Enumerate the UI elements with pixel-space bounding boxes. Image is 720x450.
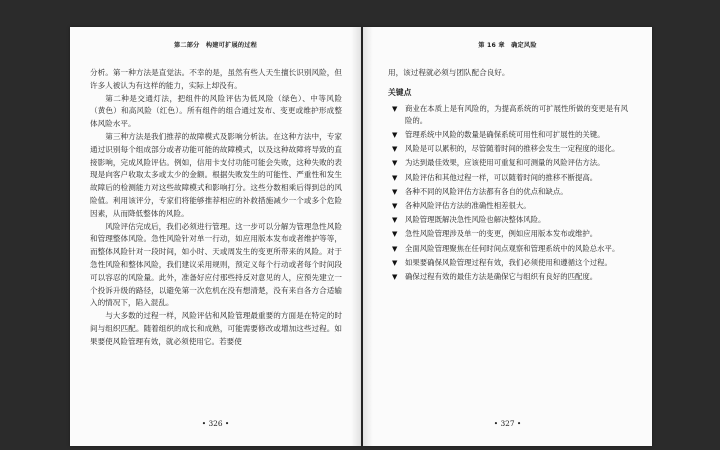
- key-point-text: 各种风险评估方法的准确性相差很大。: [405, 201, 531, 211]
- list-item: [388, 257, 628, 269]
- triangle-bullet-icon: ▼: [392, 145, 398, 154]
- left-running-head: 第二部分 构建可扩展的过程: [173, 42, 258, 49]
- triangle-bullet-icon: ▼: [392, 230, 398, 239]
- key-point-text: 商业在本质上是有风险的，为提高系统的可扩展性所做的变更是有风险的。: [405, 103, 628, 125]
- key-point-text: 管理系统中风险的数量是确保系统可用性和可扩展性的关键。: [405, 130, 605, 139]
- key-point-text: 为达到最佳效果，应该使用可重复和可测量的风险评估方法。: [405, 158, 605, 168]
- key-point-text: 各种不同的风险评估方法都有各自的优点和缺点。: [405, 186, 568, 196]
- list-item: [388, 186, 628, 198]
- list-item: [388, 271, 628, 283]
- key-point-text: 风险管理既解决急性风险也解决整体风险。: [405, 215, 546, 225]
- left-page-number: • 326 •: [201, 419, 230, 428]
- list-item: [388, 243, 628, 255]
- triangle-bullet-icon: ▼: [392, 216, 398, 225]
- key-point-text: 风险是可以累积的，尽管随着时间的推移会发生一定程度的退化。: [405, 144, 620, 154]
- right-page: [363, 27, 652, 446]
- list-item: [388, 228, 628, 240]
- key-points-heading: 关键点: [388, 87, 412, 97]
- key-point-text: 风险评估和其他过程一样，可以随着时间的推移不断提高。: [405, 172, 598, 182]
- list-item: [388, 214, 628, 226]
- key-point-text: 全面风险管理聚焦在任何时间点观察和管理系统中的风险总水平。: [405, 243, 620, 253]
- list-item: [388, 129, 628, 141]
- left-body-text: [90, 67, 342, 349]
- right-page-number: • 327 •: [493, 419, 522, 428]
- right-running-head: 第 16 章 确定风险: [478, 42, 537, 49]
- key-point-text: 急性风险管理涉及单一的变更，例如应用版本发布或维护。: [405, 229, 598, 239]
- left-page: [70, 27, 361, 446]
- triangle-bullet-icon: ▼: [392, 258, 398, 267]
- triangle-bullet-icon: ▼: [392, 159, 398, 168]
- key-point-text: 如果要确保风险管理过程有效，我们必须使用和遵循这个过程。: [405, 257, 612, 267]
- triangle-bullet-icon: ▼: [392, 273, 398, 282]
- paragraph: 第二种是交通灯法，把组件的风险评估为低风险（绿色）、中等风险（黄色）和高风险（红色）。所有组件的组合通过发布、变更或维护形成整体风险水平。: [90, 93, 342, 129]
- triangle-bullet-icon: ▼: [392, 244, 398, 253]
- paragraph: 分析。第一种方法是直觉法。不幸的是，虽然有些人天生擅长识别风险，但许多人被认为有这样的能力，实际上却没有。: [90, 68, 342, 90]
- gutter-shadow: [363, 27, 373, 446]
- list-item: [388, 157, 628, 169]
- paragraph: 与大多数的过程一样，风险评估和风险管理最重要的方面是在特定的时间与组织匹配。随着组织的成长和成熟，可能需要修改或增加这些过程。如果要使风险管理有效，就必须使用它。若要使: [90, 311, 342, 346]
- triangle-bullet-icon: ▼: [392, 173, 398, 182]
- key-points-list: [388, 103, 628, 284]
- paragraph: 用，该过程就必须与团队配合良好。: [388, 68, 510, 77]
- list-item: [388, 172, 628, 184]
- right-body-text: [388, 67, 628, 285]
- list-item: [388, 200, 628, 212]
- triangle-bullet-icon: ▼: [392, 202, 398, 211]
- paragraph: 第三种方法是我们推荐的故障模式及影响分析法。在这种方法中，专家通过识别每个组成部分或者功能可能的故障模式，以及这种故障将导致的直接影响，完成风险评估。例如，信用卡支付功能可能会失败，这种失败的表现是向客户收取太多或太少的金额。根据失败发生的可能性、严重性和发生故障后的检测能力对这些故障模式和影响打分。这些分数相乘后得到总的风险值。利用该评分，专家们将能够推荐相应的补救措施减少一个或多个危险因素，从而降低整体的风险。: [90, 131, 342, 218]
- gutter-shadow: [351, 27, 361, 446]
- triangle-bullet-icon: ▼: [392, 104, 398, 113]
- list-item: [388, 103, 628, 127]
- list-item: [388, 143, 628, 155]
- triangle-bullet-icon: ▼: [392, 131, 398, 139]
- key-point-text: 确保过程有效的最佳方法是确保它与组织有良好的匹配度。: [405, 272, 598, 282]
- paragraph: 风险评估完成后，我们必须进行管理。这一步可以分解为管理急性风险和管理整体风险。急性风险针对单一行动，如应用版本发布或者维护等等，而整体风险针对一段时间，如小时、天或周发生的变更所带来的风险。对于急性风险和整体风险，我们建议采用规则，预定义每个行动或者每个时间段可以容忍的风险量。此外，准备好应付那些持反对意见的人，应预先建立一个投诉升级的路径，以避免第一次危机在没有想清楚，没有来自各方合适输入的情况下，陷入混乱。: [90, 221, 342, 308]
- triangle-bullet-icon: ▼: [392, 187, 398, 196]
